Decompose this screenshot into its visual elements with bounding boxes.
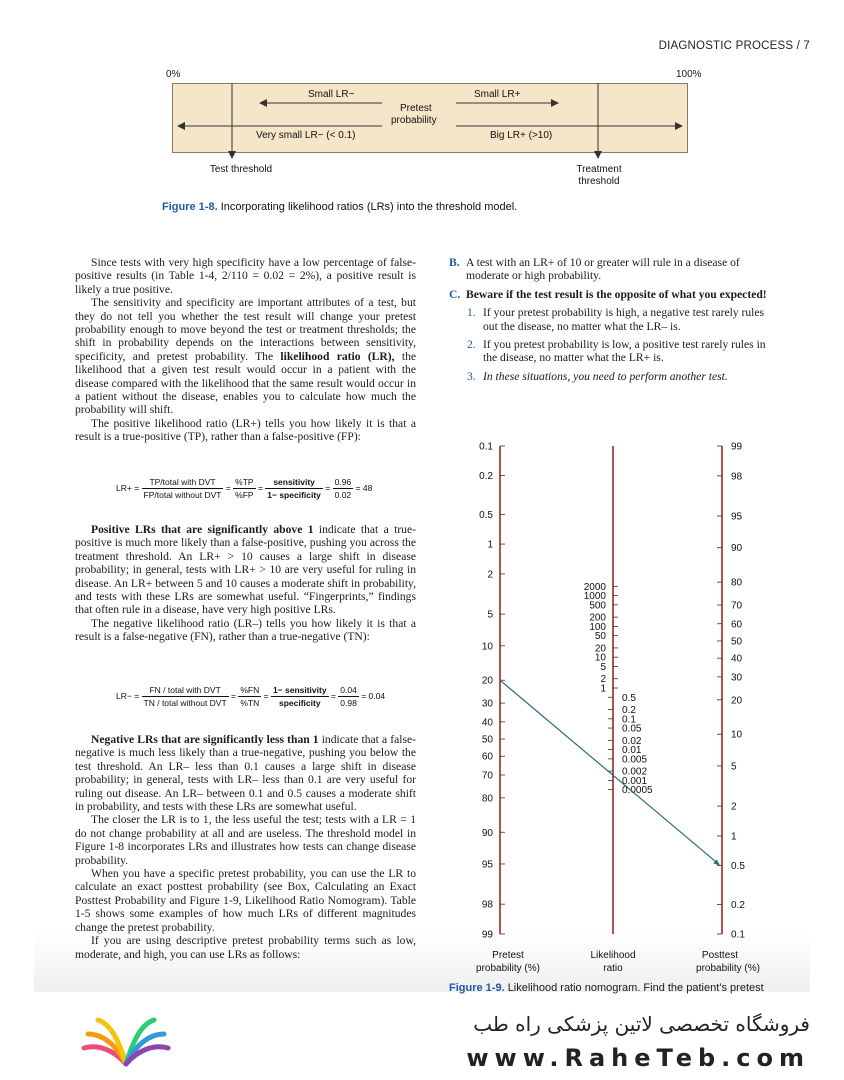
paragraph-6: Negative LRs that are significantly less than 1 indicate that a false-negative is much less likely than a true-negative, pushing you below the test threshold. An LR– less than 0.1 causes a large shift in disease probability; in general, tests with LR– less than 0.1 are very useful for ruling out disease. An LR– between 0.1 and 0.5 causes a moderate shift in probability, and tests with these LRs are somewhat useful. xyxy=(75,733,416,814)
pretest-tick-30-label: 30 xyxy=(481,698,493,710)
shop-url[interactable]: www.RaheTeb.com xyxy=(466,1044,810,1072)
lr-tick-20-label: 20 xyxy=(594,643,606,655)
lr-tick-200-label: 200 xyxy=(589,612,606,624)
posttest-tick-90-label: 90 xyxy=(731,543,743,555)
posttest-tick-60-label: 60 xyxy=(731,619,743,631)
lr-positive-equation: LR+ = $\frac{\text{TP/total with DVT}}{\text{FP/total without DVT}}$ = $\frac{\%TP}{\%FP}$ = $\frac{\text{sensitivity}}{\text{1− specificity}}$ = $\frac{0.96}{0.02}$ = 48 xyxy=(116,477,373,500)
pretest-tick-98-label: 98 xyxy=(481,899,493,911)
pretest-tick-50-label: 50 xyxy=(481,734,493,746)
small-lr-neg-label: Small LR− xyxy=(308,89,355,100)
posttest-tick-98-label: 98 xyxy=(731,471,743,483)
posttest-tick-5-label: 5 xyxy=(731,761,737,773)
lr-tick-100-label: 100 xyxy=(589,621,606,633)
lr-tick-0.1-label: 0.1 xyxy=(622,714,636,726)
posttest-tick-70-label: 70 xyxy=(731,600,743,612)
list-subitem-2: 2. If you pretest probability is low, a positive test rarely rules in the disease, no matter what the LR+ is. xyxy=(467,338,766,365)
pretest-tick-40-label: 40 xyxy=(481,717,493,729)
paragraph-9: If you are using descriptive pretest probability terms such as low, moderate, and high, you can use LRs as follows: xyxy=(75,934,416,961)
left-column-top xyxy=(75,256,416,444)
posttest-tick-1-label: 1 xyxy=(731,831,737,843)
list-item-b: B. A test with an LR+ of 10 or greater will rule in a disease of moderate or high probability. xyxy=(449,256,740,283)
lr-tick-0.001-label: 0.001 xyxy=(622,775,648,787)
posttest-tick-80-label: 80 xyxy=(731,577,743,589)
pretest-tick-10-label: 10 xyxy=(481,641,493,653)
pretest-tick-2-label: 2 xyxy=(487,569,493,581)
lr-tick-0.5-label: 0.5 xyxy=(622,692,636,704)
paragraph-1: Since tests with very high specificity have a low percentage of false-positive results (in Table 1-4, 2/110 = 0.02 = 2%), a positive result is likely a true positive. xyxy=(75,256,416,296)
posttest-axis-label-1: Posttest xyxy=(701,950,739,961)
lr-tick-0.05-label: 0.05 xyxy=(622,723,642,735)
posttest-tick-30-label: 30 xyxy=(731,672,743,684)
figure-1-8 xyxy=(160,66,700,216)
lr-tick-500-label: 500 xyxy=(589,600,606,612)
likelihood-ratio-nomogram xyxy=(470,438,800,978)
pretest-tick-60-label: 60 xyxy=(481,751,493,763)
caption-label: Figure 1-9. xyxy=(449,982,505,994)
lr-tick-0.0005-label: 0.0005 xyxy=(622,785,653,797)
small-lr-pos-label: Small LR+ xyxy=(474,89,521,100)
right-column-list xyxy=(449,256,775,388)
posttest-tick-0.5-label: 0.5 xyxy=(731,861,745,873)
caption-text: Likelihood ratio nomogram. Find the patient’s pretest xyxy=(507,982,764,994)
posttest-tick-10-label: 10 xyxy=(731,729,743,741)
posttest-tick-0.2-label: 0.2 xyxy=(731,900,745,912)
pretest-tick-5-label: 5 xyxy=(487,609,493,621)
pretest-tick-20-label: 20 xyxy=(481,675,493,687)
big-lr-label: Big LR+ (>10) xyxy=(490,130,553,141)
left-column-middle xyxy=(75,523,416,644)
zero-percent-label: 0% xyxy=(166,69,181,80)
posttest-tick-2-label: 2 xyxy=(731,801,737,813)
very-small-lr-label: Very small LR− (< 0.1) xyxy=(256,130,356,141)
pretest-tick-1-label: 1 xyxy=(487,539,493,551)
lr-tick-0.02-label: 0.02 xyxy=(622,735,642,747)
example-line xyxy=(500,680,718,863)
caption-label: Figure 1-8. xyxy=(162,201,218,213)
lr-tick-50-label: 50 xyxy=(594,631,606,643)
pretest-tick-90-label: 90 xyxy=(481,827,493,839)
figure-1-8-caption xyxy=(162,201,517,213)
lr-axis-label-2: ratio xyxy=(603,963,623,974)
list-item-c: C. Beware if the test result is the opposite of what you expected! xyxy=(449,287,767,301)
list-subitem-1: 1. If your pretest probability is high, a negative test rarely rules out the disease, no matter what the LR– is. xyxy=(467,306,765,333)
pretest-label-2: probability xyxy=(391,115,437,126)
lr-tick-5-label: 5 xyxy=(600,661,606,673)
posttest-tick-40-label: 40 xyxy=(731,653,743,665)
paragraph-4: Positive LRs that are significantly above 1 indicate that a true-positive is much more likely than a false-positive, pushing you across the treatment threshold. An LR+ > 10 causes a large shift in disease probability; in general, tests with LR+ > 10 are very useful for ruling in disease. An LR+ between 5 and 10 causes a moderate shift in probability, and tests with these LRs are somewhat useful. “Fingerprints,” findings that often rule in a disease, have very high positive LRs. xyxy=(75,523,416,617)
pretest-axis-label-2: probability (%) xyxy=(476,963,540,974)
posttest-tick-20-label: 20 xyxy=(731,695,743,707)
posttest-tick-50-label: 50 xyxy=(731,636,743,648)
lr-tick-0.2-label: 0.2 xyxy=(622,705,636,717)
pretest-label-1: Pretest xyxy=(400,103,432,114)
paragraph-5: The negative likelihood ratio (LR–) tells you how likely it is that a result is a false-negative (FN), rather than a true-negative (TN): xyxy=(75,616,416,644)
pretest-tick-80-label: 80 xyxy=(481,793,493,805)
lr-tick-1-label: 1 xyxy=(600,683,606,695)
pretest-tick-0.2-label: 0.2 xyxy=(479,470,493,482)
shop-title: فروشگاه تخصصی لاتین پزشکی راه طب xyxy=(473,1012,810,1036)
lr-tick-0.01-label: 0.01 xyxy=(622,745,642,757)
pretest-tick-95-label: 95 xyxy=(481,859,493,871)
running-header: DIAGNOSTIC PROCESS / 7 xyxy=(658,40,810,52)
figure-1-9-caption xyxy=(449,982,764,994)
left-column-bottom xyxy=(75,733,416,961)
list-subitem-3: 3. In these situations, you need to perform another test. xyxy=(467,369,728,383)
posttest-tick-0.1-label: 0.1 xyxy=(731,929,745,941)
pretest-tick-70-label: 70 xyxy=(481,770,493,782)
hundred-percent-label: 100% xyxy=(676,69,702,80)
lr-tick-0.002-label: 0.002 xyxy=(622,766,648,778)
lr-tick-1000-label: 1000 xyxy=(583,591,606,603)
treatment-threshold-label-1: Treatment xyxy=(576,164,622,175)
lr-tick-0.005-label: 0.005 xyxy=(622,754,648,766)
treatment-threshold-label-2: threshold xyxy=(578,176,620,187)
pretest-tick-0.5-label: 0.5 xyxy=(479,509,493,521)
paragraph-2: The sensitivity and specificity are important attributes of a test, but they do not tell you whether the test result will change your pretest probability enough to move beyond the test or treatment thresholds; the shift in probability depends on the interactions between sensitivity, specificity, and pretest probability. The likelihood ratio (LR), the likelihood that a given test result would occur in a patient with the disease compared with the likelihood that the same result would occur in a patient without the disease, enables you to calculate how much the probability will shift. xyxy=(75,296,417,417)
posttest-axis-label-2: probability (%) xyxy=(696,963,760,974)
paragraph-3: The positive likelihood ratio (LR+) tells you how likely it is that a result is a true-positive (TP), rather than a false-positive (FP): xyxy=(75,416,416,444)
test-threshold-label: Test threshold xyxy=(209,164,273,175)
paragraph-7: The closer the LR is to 1, the less useful the test; tests with a LR = 1 do not change probability at all and are useless. The threshold model in Figure 1-8 incorporates LRs and illustrates how tests can change disease probability. xyxy=(75,813,416,867)
lr-tick-10-label: 10 xyxy=(594,652,606,664)
posttest-tick-99-label: 99 xyxy=(731,441,743,453)
pretest-tick-99-label: 99 xyxy=(481,929,493,941)
lr-tick-2000-label: 2000 xyxy=(583,581,606,593)
pretest-tick-0.1-label: 0.1 xyxy=(479,441,493,453)
pretest-axis-label-1: Pretest xyxy=(492,950,524,961)
posttest-tick-95-label: 95 xyxy=(731,511,743,523)
lr-tick-2-label: 2 xyxy=(600,674,606,686)
book-logo-icon xyxy=(78,1010,174,1070)
lr-negative-equation: LR− = $\frac{\text{FN / total with DVT}}{\text{TN / total without DVT}}$ = $\frac{\%FN}{\%TN}$ = $\frac{\text{1− sensitivity}}{\text{specificity}}$ = $\frac{0.04}{0.98}$ = 0.04 xyxy=(116,685,386,708)
paragraph-8: When you have a specific pretest probability, you can use the LR to calculate an exact posttest probability (see Box, Calculating an Exact Posttest Probability and Figure 1-9, Likelihood Ratio Nomogram). Table 1-5 shows some examples of how much LRs of different magnitudes change the pretest probability. xyxy=(75,867,416,934)
lr-axis-label-1: Likelihood xyxy=(590,950,636,961)
caption-text: Incorporating likelihood ratios (LRs) into the threshold model. xyxy=(220,201,518,213)
